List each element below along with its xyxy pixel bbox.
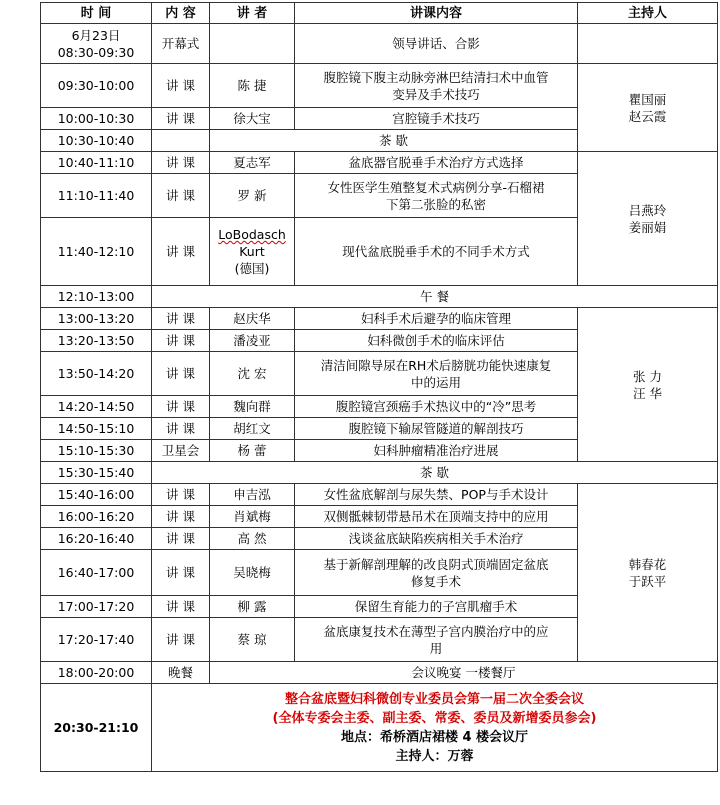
kind-cell: 讲 课	[152, 618, 210, 662]
kind-cell: 讲 课	[152, 174, 210, 218]
topic-line: 下第二张脸的私密	[385, 196, 486, 212]
time-cell: 11:40-12:10	[41, 218, 152, 286]
topic-cell: 妇科肿瘤精准治疗进展	[295, 440, 578, 462]
host-cell	[578, 152, 718, 286]
topic-cell: 现代盆底脱垂手术的不同手术方式	[295, 218, 578, 286]
time-cell: 11:10-11:40	[41, 174, 152, 218]
time-cell: 13:20-13:50	[41, 330, 152, 352]
topic-cell: 腹腔镜宫颈癌手术热议中的“冷”思考	[295, 396, 578, 418]
time-cell: 09:30-10:00	[41, 64, 152, 108]
time-cell: 10:00-10:30	[41, 108, 152, 130]
kind-cell: 卫星会	[152, 440, 210, 462]
topic-cell: 保留生育能力的子宫肌瘤手术	[295, 596, 578, 618]
topic-cell: 女性盆底解剖与尿失禁、POP与手术设计	[295, 484, 578, 506]
time-cell: 16:40-17:00	[41, 550, 152, 596]
topic-line: 中的运用	[410, 374, 461, 390]
kind-cell: 讲 课	[152, 108, 210, 130]
kind-cell: 讲 课	[152, 596, 210, 618]
kind-cell: 讲 课	[152, 330, 210, 352]
speaker-cell: 肖斌梅	[210, 506, 295, 528]
speaker-cell: 高 然	[210, 528, 295, 550]
kind-cell: 讲 课	[152, 418, 210, 440]
header-kind: 内 容	[152, 3, 210, 24]
schedule-table	[40, 2, 718, 772]
time-cell: 10:40-11:10	[41, 152, 152, 174]
dinner-cell: 会议晚宴 一楼餐厅	[210, 662, 718, 684]
time-cell: 20:30-21:10	[41, 684, 152, 772]
meeting-host: 主持人：万蓉	[395, 748, 474, 764]
table-row	[41, 64, 718, 108]
kind-cell: 讲 课	[152, 528, 210, 550]
kind-cell: 讲 课	[152, 152, 210, 174]
topic-cell	[295, 64, 578, 108]
meeting-title: 整合盆底暨妇科微创专业委员会第一届二次全委会议	[284, 691, 584, 707]
host-name: 瞿国丽	[628, 91, 667, 107]
meeting-attendees: (全体专委会主委、副主委、常委、委员及新增委员参会)	[272, 710, 597, 726]
topic-cell	[295, 352, 578, 396]
speaker-cell: 申吉泓	[210, 484, 295, 506]
host-name: 汪 华	[633, 385, 662, 401]
topic-cell: 宫腔镜手术技巧	[295, 108, 578, 130]
time-cell: 10:30-10:40	[41, 130, 152, 152]
time-cell: 14:50-15:10	[41, 418, 152, 440]
kind-cell	[152, 130, 210, 152]
speaker-cell: 潘凌亚	[210, 330, 295, 352]
table-row	[41, 662, 718, 684]
topic-cell	[295, 174, 578, 218]
table-row	[41, 484, 718, 506]
speaker-line: LoBodasch	[218, 227, 286, 242]
topic-line: 修复手术	[410, 573, 461, 589]
time-cell: 15:40-16:00	[41, 484, 152, 506]
host-name: 吕燕玲	[628, 202, 667, 218]
time-cell	[41, 24, 152, 64]
table-row	[41, 24, 718, 64]
speaker-cell: 夏志军	[210, 152, 295, 174]
time-cell: 17:20-17:40	[41, 618, 152, 662]
topic-cell: 腹腔镜下输尿管隧道的解剖技巧	[295, 418, 578, 440]
host-name: 姜丽娟	[628, 219, 667, 235]
kind-cell: 讲 课	[152, 64, 210, 108]
header-topic: 讲课内容	[295, 3, 578, 24]
topic-cell: 双侧骶棘韧带悬吊术在顶端支持中的应用	[295, 506, 578, 528]
time-cell: 13:50-14:20	[41, 352, 152, 396]
time-cell: 17:00-17:20	[41, 596, 152, 618]
header-speaker: 讲 者	[210, 3, 295, 24]
speaker-cell	[210, 218, 295, 286]
host-name: 于跃平	[628, 573, 667, 589]
topic-cell: 领导讲话、合影	[295, 24, 578, 64]
topic-cell	[295, 618, 578, 662]
time-cell: 15:30-15:40	[41, 462, 152, 484]
table-row	[41, 308, 718, 330]
time-cell: 18:00-20:00	[41, 662, 152, 684]
kind-cell: 讲 课	[152, 550, 210, 596]
kind-cell: 晚餐	[152, 662, 210, 684]
break-cell: 午 餐	[152, 286, 718, 308]
host-name: 赵云霞	[628, 108, 667, 124]
topic-cell	[295, 550, 578, 596]
host-cell	[578, 64, 718, 152]
topic-line: 基于新解剖理解的改良阴式顶端固定盆底	[323, 556, 549, 572]
time-label: 08:30-09:30	[57, 44, 135, 60]
topic-line: 盆底康复技术在薄型子宫内膜治疗中的应	[323, 623, 549, 639]
kind-cell: 讲 课	[152, 218, 210, 286]
time-cell: 15:10-15:30	[41, 440, 152, 462]
speaker-cell: 魏向群	[210, 396, 295, 418]
table-row	[41, 286, 718, 308]
closing-meeting-cell	[152, 684, 718, 772]
speaker-cell: 徐大宝	[210, 108, 295, 130]
topic-line: 变异及手术技巧	[392, 86, 480, 102]
speaker-cell: 陈 捷	[210, 64, 295, 108]
speaker-cell: 柳 露	[210, 596, 295, 618]
speaker-cell: 吴晓梅	[210, 550, 295, 596]
time-cell: 13:00-13:20	[41, 308, 152, 330]
kind-cell: 讲 课	[152, 484, 210, 506]
topic-cell: 浅谈盆底缺陷疾病相关手术治疗	[295, 528, 578, 550]
kind-cell: 讲 课	[152, 506, 210, 528]
host-cell	[578, 308, 718, 462]
header-time: 时 间	[41, 3, 152, 24]
speaker-cell	[210, 24, 295, 64]
time-cell: 14:20-14:50	[41, 396, 152, 418]
speaker-cell: 胡红文	[210, 418, 295, 440]
time-cell: 16:20-16:40	[41, 528, 152, 550]
topic-line: 用	[429, 640, 443, 656]
speaker-cell: 蔡 琼	[210, 618, 295, 662]
host-name: 韩春花	[628, 556, 667, 572]
speaker-line: (德国)	[234, 261, 270, 276]
kind-cell: 讲 课	[152, 308, 210, 330]
speaker-cell: 罗 新	[210, 174, 295, 218]
table-row	[41, 152, 718, 174]
topic-cell: 妇科手术后避孕的临床管理	[295, 308, 578, 330]
time-cell: 16:00-16:20	[41, 506, 152, 528]
header-row	[41, 3, 718, 24]
topic-line: 腹腔镜下腹主动脉旁淋巴结清扫术中血管	[323, 69, 549, 85]
host-name: 张 力	[633, 368, 662, 384]
date-label: 6月23日	[71, 27, 121, 43]
header-host: 主持人	[578, 3, 718, 24]
kind-cell: 讲 课	[152, 352, 210, 396]
break-cell: 茶 歇	[210, 130, 578, 152]
table-row	[41, 462, 718, 484]
speaker-cell: 赵庆华	[210, 308, 295, 330]
topic-cell: 盆底器官脱垂手术治疗方式选择	[295, 152, 578, 174]
speaker-cell: 杨 蕾	[210, 440, 295, 462]
speaker-line: Kurt	[239, 244, 265, 259]
host-cell-empty	[578, 24, 718, 64]
host-cell	[578, 484, 718, 662]
topic-cell: 妇科微创手术的临床评估	[295, 330, 578, 352]
topic-line: 清洁间隙导尿在RH术后膀胱功能快速康复	[320, 357, 552, 373]
kind-cell: 开幕式	[152, 24, 210, 64]
topic-line: 女性医学生殖整复术式病例分享-石榴裙	[327, 179, 545, 195]
speaker-cell: 沈 宏	[210, 352, 295, 396]
meeting-location: 地点：希桥酒店裙楼 4 楼会议厅	[340, 729, 529, 745]
kind-cell: 讲 课	[152, 396, 210, 418]
time-cell: 12:10-13:00	[41, 286, 152, 308]
closing-row	[41, 684, 718, 772]
break-cell: 茶 歇	[152, 462, 718, 484]
